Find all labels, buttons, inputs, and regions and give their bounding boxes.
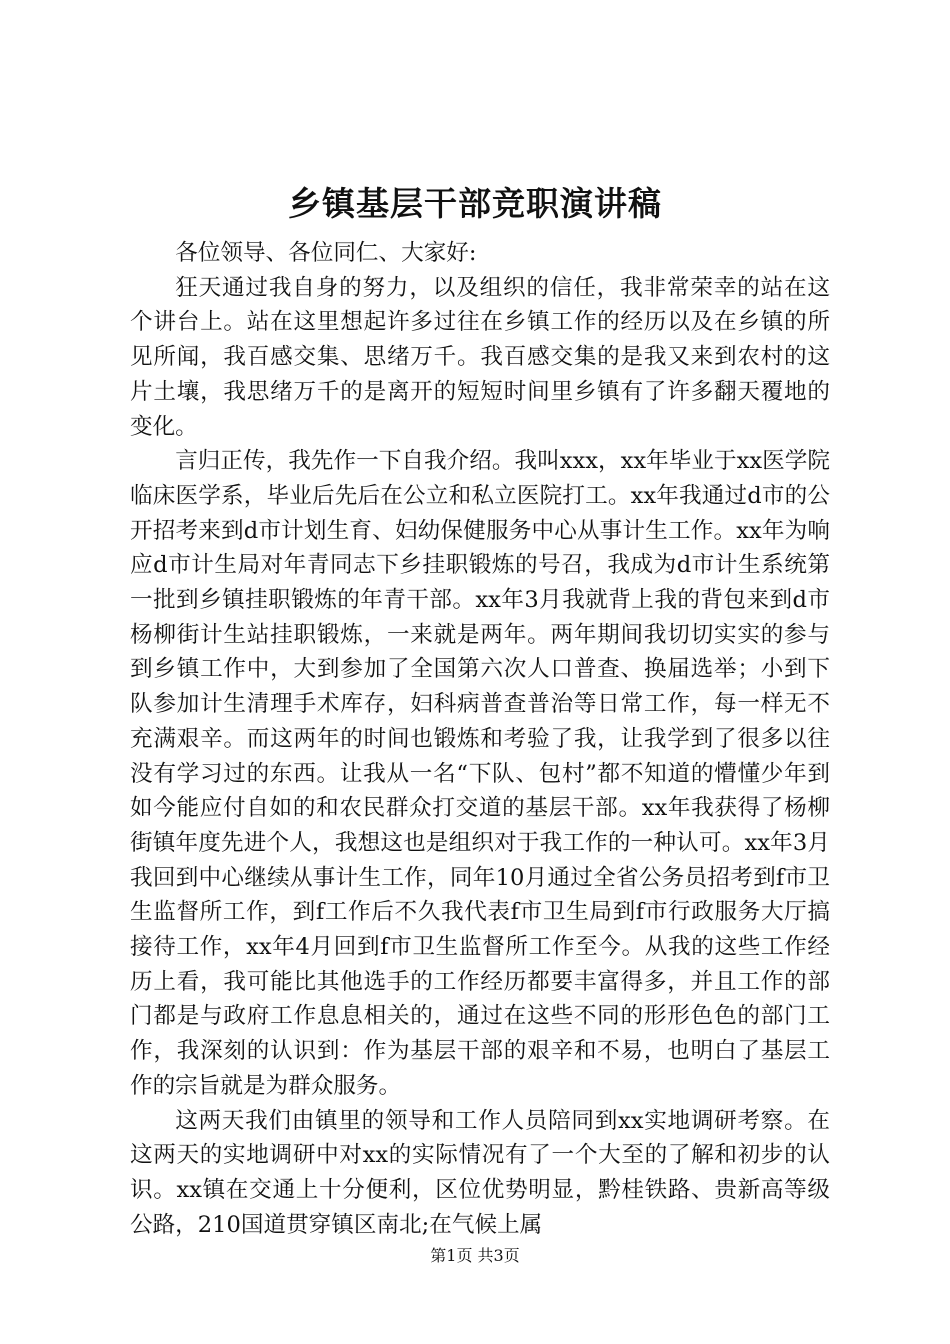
paragraph-field-research: 这两天我们由镇里的领导和工作人员陪同到xx实地调研考察。在这两天的实地调研中对xx的实际情况有了一个大至的了解和初步的认识。xx镇在交通上十分便利，区位优势明显，黔桂铁路、贵新高等级公路，210国道贯穿镇区南北;在气候上属 xyxy=(130,1107,830,1238)
paragraph-self-introduction: 言归正传，我先作一下自我介绍。我叫xxx，xx年毕业于xx医学院临床医学系，毕业后先后在公立和私立医院打工。xx年我通过d市的公开招考来到d市计划生育、妇幼保健服务中心从事计生工作。xx年为响应d市计生局对年青同志下乡挂职锻炼的号召，我成为d市计生系统第一批到乡镇挂职锻炼的年青干部。xx年3月我就背上我的背包来到d市杨柳街计生站挂职锻炼，一来就是两年。两年期间我切切实实的参与到乡镇工作中，大到参加了全国第六次人口普查、换届选举；小到下队参加计生清理手术库存，妇科病普查普治等日常工作，每一样无不充满艰辛。而这两年的时间也锻炼和考验了我，让我学到了很多以往没有学习过的东西。让我从一名“下队、包村”都不知道的懵懂少年到如今能应付自如的和农民群众打交道的基层干部。xx年我获得了杨柳街镇年度先进个人，我想这也是组织对于我工作的一种认可。xx年3月我回到中心继续从事计生工作，同年10月通过全省公务员招考到f市卫生监督所工作，到f工作后不久我代表f市卫生局到f市行政服务大厅搞接待工作，xx年4月回到f市卫生监督所工作至今。从我的这些工作经历上看，我可能比其他选手的工作经历都要丰富得多，并且工作的部门都是与政府工作息息相关的，通过在这些不同的形形色色的部门工作，我深刻的认识到：作为基层干部的艰辛和不易，也明白了基层工作的宗旨就是为群众服务。 xyxy=(130,448,830,1099)
document-body xyxy=(130,236,830,1242)
paragraph-opening: 狂天通过我自身的努力，以及组织的信任，我非常荣幸的站在这个讲台上。站在这里想起许多过往在乡镇工作的经历以及在乡镇的所见所闻，我百感交集、思绪万千。我百感交集的是我又来到农村的这片土壤，我思绪万千的是离开的短短时间里乡镇有了许多翻天覆地的变化。 xyxy=(130,274,830,440)
document-title: 乡镇基层干部竞职演讲稿 xyxy=(288,184,662,223)
paragraph-greeting: 各位领导、各位同仁、大家好: xyxy=(175,240,477,266)
page-footer: 第1页 共3页 xyxy=(430,1246,520,1265)
